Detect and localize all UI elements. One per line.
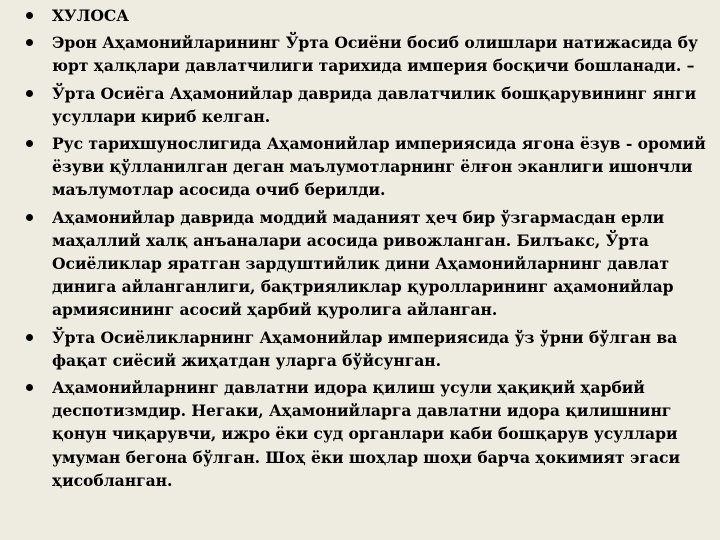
bullet-text: Эрон Аҳамонийларининг Ўрта Осиёни босиб олишлари натижасида бу юрт ҳалқлари давлатчилиги тарихида империя босқичи бошланади. – — [52, 33, 698, 76]
bullet-item — [26, 82, 706, 128]
bullet-text: Аҳамонийларнинг давлатни идора қилиш усули ҳақиқий ҳарбий деспотизмдир. Негаки, Аҳамонийларга давлатни идора қилишнинг қонун чиқарувчи, ижро ёки суд органлари каби бошқарув усуллари умуман бегона бўлган. Шоҳ ёки шоҳлар шоҳи барча ҳокимият эгаси ҳисобланган. — [52, 378, 680, 490]
bullet-dot-icon — [26, 90, 33, 97]
bullet-dot-icon — [26, 140, 33, 147]
bullet-item — [26, 132, 706, 202]
bullet-item — [26, 326, 706, 372]
bullet-dot-icon — [26, 334, 33, 341]
bullet-text: Ўрта Осиёга Аҳамонийлар даврида давлатчилик бошқарувининг янги усуллари кириб келган. — [52, 83, 697, 126]
bullet-dot-icon — [26, 214, 33, 221]
bullet-text: ХУЛОСА — [52, 6, 129, 25]
bullet-item — [26, 31, 706, 77]
bullet-dot-icon — [26, 384, 33, 391]
bullet-text: Рус тарихшунослигида Аҳамонийлар империясида ягона ёзув - оромий ёзуви қўлланилган деган маълумотларнинг ёлғон эканлиги ишончли маълумотлар асосида очиб берилди. — [52, 134, 706, 200]
bullet-dot-icon — [26, 12, 33, 19]
bullet-dot-icon — [26, 39, 33, 46]
bullet-text: Ўрта Осиёликларнинг Аҳамонийлар империясида ўз ўрни бўлган ва фақат сиёсий жиҳатдан уларга бўйсунган. — [52, 327, 678, 370]
bullet-item-conclusion-heading — [26, 4, 706, 27]
bullet-item — [26, 206, 706, 322]
bullet-text: Аҳамонийлар даврида моддий маданият ҳеч бир ўзгармасдан ерли маҳаллий халқ анъаналари асосида ривожланган. Билъакс, Ўрта Осиёликлар яратган зардуштийлик дини Аҳамонийларнинг давлат динига айланганлиги, бақтрияликлар қуролларининг аҳамонийлар армиясининг асосий ҳарбий қуролига айланган. — [52, 207, 674, 320]
bullet-item — [26, 376, 706, 492]
bullet-list — [26, 4, 706, 492]
